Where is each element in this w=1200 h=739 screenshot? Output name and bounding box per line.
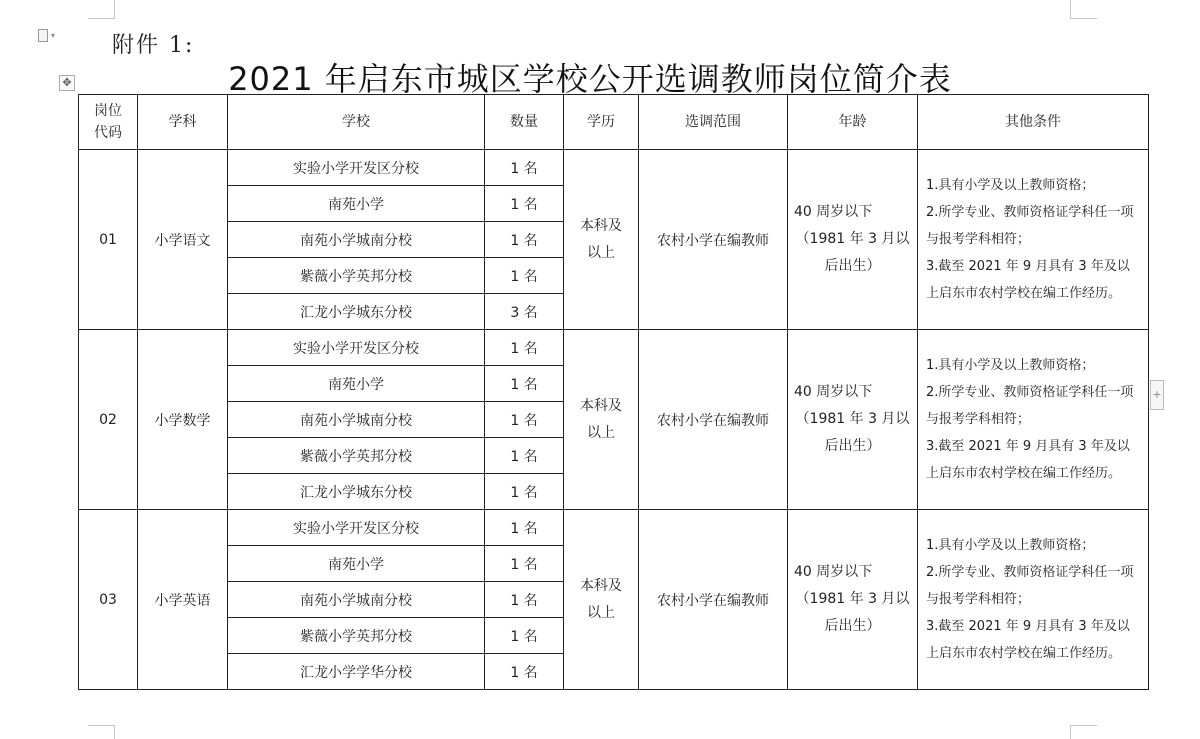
age-line-2: （1981 年 3 月以后出生） — [795, 231, 910, 274]
position-count: 1 名 — [485, 654, 564, 690]
age-cell — [788, 150, 918, 330]
crop-mark-top-left — [88, 0, 115, 19]
position-count: 1 名 — [485, 510, 564, 546]
condition-item-1: 1.具有小学及以上教师资格； — [926, 178, 1095, 193]
age-line-2: （1981 年 3 月以后出生） — [795, 411, 910, 454]
subject-cell: 小学英语 — [138, 510, 228, 690]
position-count: 1 名 — [485, 258, 564, 294]
education-cell: 本科及以上 — [564, 150, 639, 330]
crop-mark-top-right — [1070, 0, 1097, 19]
scope-cell: 农村小学在编教师 — [639, 330, 788, 510]
school-name: 紫薇小学英邦分校 — [228, 258, 485, 294]
position-count: 1 名 — [485, 330, 564, 366]
position-count: 3 名 — [485, 294, 564, 330]
crop-mark-bottom-right — [1070, 725, 1097, 739]
position-count: 1 名 — [485, 582, 564, 618]
position-count: 1 名 — [485, 618, 564, 654]
header-other: 其他条件 — [918, 95, 1149, 150]
positions-table — [78, 94, 1149, 690]
position-count: 1 名 — [485, 402, 564, 438]
age-cell — [788, 510, 918, 690]
condition-item-3: 3.截至 2021 年 9 月具有 3 年及以上启东市农村学校在编工作经历。 — [926, 619, 1130, 661]
school-name: 南苑小学 — [228, 366, 485, 402]
position-code: 03 — [79, 510, 138, 690]
condition-item-2: 2.所学专业、教师资格证学科任一项与报考学科相符； — [926, 385, 1134, 427]
crop-mark-bottom-left — [88, 725, 115, 739]
attachment-label: 附件 1: — [112, 33, 195, 58]
education-cell: 本科及以上 — [564, 330, 639, 510]
table-row — [79, 510, 1149, 546]
header-count: 数量 — [485, 95, 564, 150]
position-count: 1 名 — [485, 150, 564, 186]
subject-cell: 小学语文 — [138, 150, 228, 330]
school-name: 南苑小学城南分校 — [228, 222, 485, 258]
condition-item-2: 2.所学专业、教师资格证学科任一项与报考学科相符； — [926, 205, 1134, 247]
table-row — [79, 150, 1149, 186]
chevron-down-icon: ▾ — [51, 31, 56, 40]
school-name: 汇龙小学学华分校 — [228, 654, 485, 690]
school-name: 南苑小学 — [228, 186, 485, 222]
school-name: 实验小学开发区分校 — [228, 330, 485, 366]
header-school: 学校 — [228, 95, 485, 150]
header-code: 岗位 代码 — [79, 95, 138, 150]
scope-cell: 农村小学在编教师 — [639, 510, 788, 690]
table-header-row — [79, 95, 1149, 150]
age-cell — [788, 330, 918, 510]
school-name: 实验小学开发区分校 — [228, 150, 485, 186]
header-subject: 学科 — [138, 95, 228, 150]
header-age: 年龄 — [788, 95, 918, 150]
page-title: 2021 年启东市城区学校公开选调教师岗位简介表 — [228, 60, 952, 98]
school-name: 南苑小学城南分校 — [228, 582, 485, 618]
other-conditions-cell — [918, 150, 1149, 330]
position-code: 01 — [79, 150, 138, 330]
condition-item-3: 3.截至 2021 年 9 月具有 3 年及以上启东市农村学校在编工作经历。 — [926, 439, 1130, 481]
subject-cell: 小学数学 — [138, 330, 228, 510]
condition-item-3: 3.截至 2021 年 9 月具有 3 年及以上启东市农村学校在编工作经历。 — [926, 259, 1130, 301]
condition-item-2: 2.所学专业、教师资格证学科任一项与报考学科相符； — [926, 565, 1134, 607]
position-count: 1 名 — [485, 474, 564, 510]
header-education: 学历 — [564, 95, 639, 150]
school-name: 汇龙小学城东分校 — [228, 474, 485, 510]
document-icon[interactable] — [38, 28, 62, 44]
school-name: 紫薇小学英邦分校 — [228, 618, 485, 654]
age-line-1: 40 周岁以下 — [794, 204, 873, 220]
position-count: 1 名 — [485, 366, 564, 402]
position-count: 1 名 — [485, 438, 564, 474]
side-expand-icon[interactable]: + — [1150, 380, 1164, 410]
school-name: 实验小学开发区分校 — [228, 510, 485, 546]
position-count: 1 名 — [485, 546, 564, 582]
position-count: 1 名 — [485, 222, 564, 258]
school-name: 南苑小学城南分校 — [228, 402, 485, 438]
age-line-1: 40 周岁以下 — [794, 564, 873, 580]
condition-item-1: 1.具有小学及以上教师资格； — [926, 358, 1095, 373]
age-line-1: 40 周岁以下 — [794, 384, 873, 400]
table-row — [79, 330, 1149, 366]
age-line-2: （1981 年 3 月以后出生） — [795, 591, 910, 634]
school-name: 南苑小学 — [228, 546, 485, 582]
school-name: 紫薇小学英邦分校 — [228, 438, 485, 474]
other-conditions-cell — [918, 510, 1149, 690]
move-handle-icon[interactable]: ✥ — [59, 75, 75, 91]
scope-cell: 农村小学在编教师 — [639, 150, 788, 330]
school-name: 汇龙小学城东分校 — [228, 294, 485, 330]
header-scope: 选调范围 — [639, 95, 788, 150]
other-conditions-cell — [918, 330, 1149, 510]
education-cell: 本科及以上 — [564, 510, 639, 690]
condition-item-1: 1.具有小学及以上教师资格； — [926, 538, 1095, 553]
position-code: 02 — [79, 330, 138, 510]
position-count: 1 名 — [485, 186, 564, 222]
